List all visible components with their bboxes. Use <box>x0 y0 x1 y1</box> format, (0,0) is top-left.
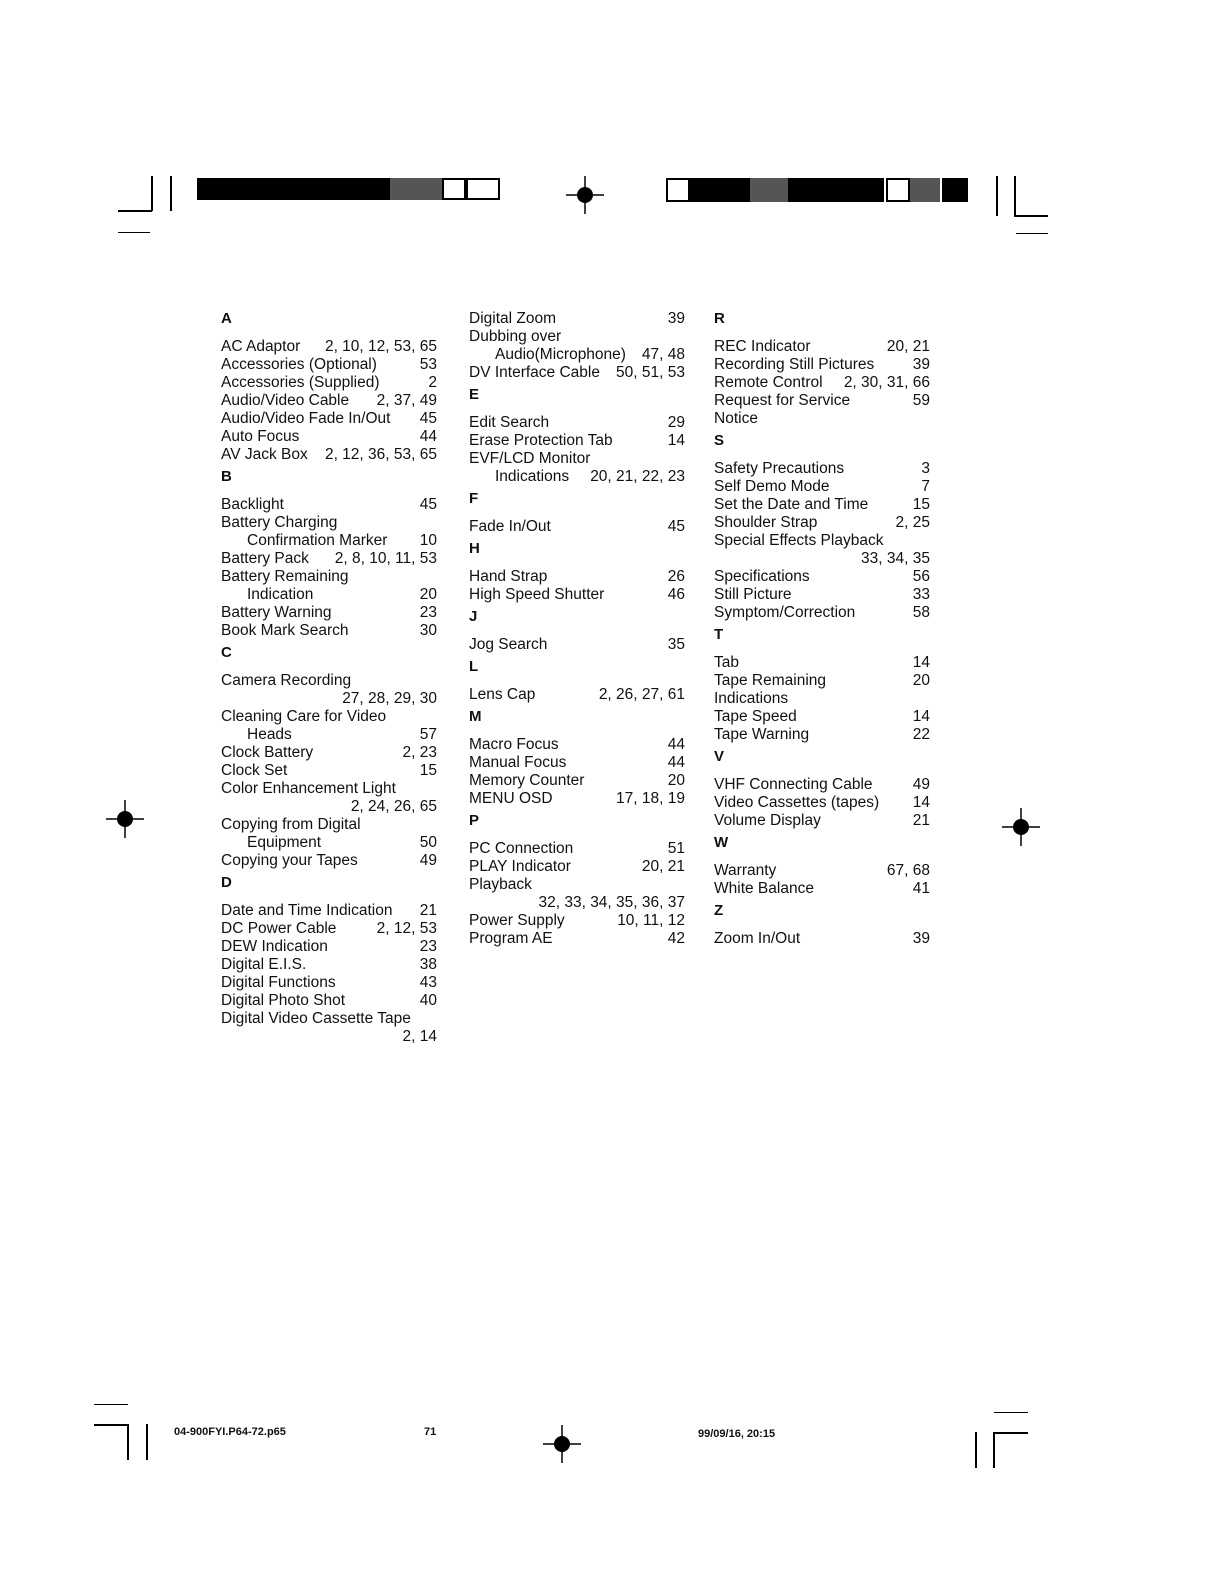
index-entry <box>708 514 930 532</box>
entry-pages: 39 <box>912 356 930 373</box>
entry-term: Backlight <box>221 496 284 513</box>
entry-pages: 67, 68 <box>886 862 930 879</box>
entry-term: Battery Pack <box>221 550 309 567</box>
entry-term: Digital E.I.S. <box>221 956 307 973</box>
crop-mark <box>151 176 153 211</box>
index-section <box>463 708 685 808</box>
index-entry <box>708 672 930 708</box>
entry-pages: 2, 25 <box>895 514 930 531</box>
crop-mark <box>1014 176 1016 216</box>
entry-term: Clock Battery <box>221 744 314 761</box>
index-entry <box>215 586 437 604</box>
entry-term: Clock Set <box>221 762 288 779</box>
index-entry <box>215 834 437 852</box>
entry-term: Tape Remaining Indications <box>714 672 827 707</box>
entry-term: Audio/Video Cable <box>221 392 350 409</box>
section-letter: B <box>221 468 232 485</box>
index-entry <box>215 496 437 514</box>
index-entry <box>708 776 930 794</box>
entry-pages: 23 <box>419 938 437 955</box>
entry-pages: 23 <box>419 604 437 621</box>
crop-mark <box>994 1432 1028 1434</box>
entry-pages: 2, 37, 49 <box>376 392 437 409</box>
section-letter: J <box>469 608 478 625</box>
index-entry <box>463 468 685 486</box>
index-entry <box>463 686 685 704</box>
entry-term: Shoulder Strap <box>714 514 818 531</box>
entry-pages: 38 <box>419 956 437 973</box>
entry-term: Copying your Tapes <box>221 852 358 869</box>
entry-pages: 56 <box>912 568 930 585</box>
entry-term: Tab <box>714 654 739 671</box>
footer-timestamp: 99/09/16, 20:15 <box>698 1428 776 1440</box>
index-entry <box>708 812 930 830</box>
index-entry <box>708 356 930 374</box>
index-entry <box>463 840 685 858</box>
index-section <box>708 902 930 948</box>
entry-term: PLAY Indicator <box>469 858 571 875</box>
index-entry <box>463 636 685 654</box>
index-entry <box>708 604 930 622</box>
index-entry <box>463 346 685 364</box>
index-entry <box>215 622 437 640</box>
entry-pages: 2 <box>428 374 437 391</box>
entry-term: Power Supply <box>469 912 565 929</box>
entry-term: Symptom/Correction <box>714 604 856 621</box>
index-entry <box>463 912 685 930</box>
index-section <box>215 874 437 1046</box>
entry-pages: 41 <box>912 880 930 897</box>
entry-term: Hand Strap <box>469 568 548 585</box>
entry-pages: 20 <box>667 772 685 789</box>
index-entry <box>215 902 437 920</box>
index-entry <box>463 736 685 754</box>
entry-term: AV Jack Box <box>221 446 308 463</box>
entry-term: Audio/Video Fade In/Out <box>221 410 391 427</box>
entry-term: REC Indicator <box>714 338 811 355</box>
index-entry <box>708 930 930 948</box>
index-entry <box>463 432 685 450</box>
entry-term: Tape Warning <box>714 726 810 743</box>
index-entry <box>463 364 685 382</box>
entry-pages: 29 <box>667 414 685 431</box>
index-section <box>215 468 437 640</box>
entry-term: PC Connection <box>469 840 574 857</box>
entry-pages: 46 <box>667 586 685 603</box>
crop-mark <box>1016 233 1048 234</box>
section-letter: M <box>469 708 482 725</box>
entry-term: Date and Time Indication <box>221 902 393 919</box>
section-letter: W <box>714 834 729 851</box>
index-entry <box>708 392 930 428</box>
crop-mark <box>1014 215 1048 217</box>
entry-pages: 21 <box>912 812 930 829</box>
entry-term: Set the Date and Time <box>714 496 869 513</box>
index-entry <box>708 726 930 744</box>
entry-pages: 14 <box>912 708 930 725</box>
entry-term: Self Demo Mode <box>714 478 830 495</box>
entry-term: Warranty <box>714 862 777 879</box>
index-entry <box>463 518 685 536</box>
entry-term: Memory Counter <box>469 772 585 789</box>
entry-pages: 50, 51, 53 <box>616 364 685 381</box>
entry-pages: 2, 8, 10, 11, 53 <box>334 550 437 567</box>
index-entry <box>463 790 685 808</box>
index-column <box>463 310 685 952</box>
section-letter: C <box>221 644 232 661</box>
index-entry <box>215 992 437 1010</box>
index-entry <box>215 428 437 446</box>
index-entry <box>708 568 930 586</box>
index-entry <box>463 568 685 586</box>
section-letter: F <box>469 490 479 507</box>
entry-pages: 30 <box>419 622 437 639</box>
entry-term: Color Enhancement Light <box>221 780 396 797</box>
index-entry <box>708 862 930 880</box>
index-section <box>463 490 685 536</box>
entry-term: Dubbing over <box>469 328 562 345</box>
index-entry <box>215 974 437 992</box>
index-entry <box>708 338 930 356</box>
entry-pages: 20, 21 <box>641 858 685 875</box>
entry-term: Indication <box>247 586 314 603</box>
entry-pages: 44 <box>419 428 437 445</box>
index-entry <box>215 392 437 410</box>
index-entry <box>215 726 437 744</box>
entry-term: Indications <box>495 468 570 485</box>
entry-pages: 22 <box>912 726 930 743</box>
entry-pages: 47, 48 <box>641 346 685 363</box>
index-entry <box>215 744 437 762</box>
index-entry <box>463 328 685 346</box>
entry-pages: 2, 23 <box>402 744 437 761</box>
index-entry <box>215 338 437 356</box>
section-letter: T <box>714 626 724 643</box>
index-entry <box>708 532 930 568</box>
entry-term: Manual Focus <box>469 754 567 771</box>
entry-term: Battery Warning <box>221 604 332 621</box>
index-entry <box>215 410 437 428</box>
entry-term: Cleaning Care for Video <box>221 708 387 725</box>
entry-pages: 59 <box>912 392 930 409</box>
entry-term: Digital Video Cassette Tape <box>221 1010 411 1027</box>
entry-pages: 7 <box>921 478 930 495</box>
entry-pages: 2, 24, 26, 65 <box>350 798 437 815</box>
entry-term: Tape Speed <box>714 708 797 725</box>
entry-pages: 15 <box>912 496 930 513</box>
crop-mark <box>94 1424 128 1426</box>
entry-term: DV Interface Cable <box>469 364 600 381</box>
entry-term: Battery Remaining <box>221 568 349 585</box>
entry-term: Still Picture <box>714 586 792 603</box>
color-bar <box>942 178 968 202</box>
entry-term: Copying from Digital <box>221 816 361 833</box>
entry-pages: 32, 33, 34, 35, 36, 37 <box>538 894 685 911</box>
entry-pages: 2, 10, 12, 53, 65 <box>324 338 437 355</box>
entry-term: Book Mark Search <box>221 622 349 639</box>
crop-mark <box>170 176 172 211</box>
entry-pages: 2, 14 <box>402 1028 437 1045</box>
index-section <box>215 310 437 464</box>
index-entry <box>215 708 437 726</box>
index-entry <box>215 374 437 392</box>
index-section <box>463 540 685 604</box>
entry-pages: 49 <box>419 852 437 869</box>
index-section <box>463 608 685 654</box>
index-entry <box>708 880 930 898</box>
entry-term: Playback <box>469 876 532 893</box>
index-section <box>708 310 930 428</box>
entry-term: Battery Charging <box>221 514 338 531</box>
index-entry <box>463 858 685 876</box>
color-bar <box>666 178 690 202</box>
entry-term: EVF/LCD Monitor <box>469 450 591 467</box>
entry-pages: 33, 34, 35 <box>861 550 930 567</box>
index-entry <box>215 762 437 780</box>
index-entry <box>215 446 437 464</box>
index-entry <box>463 772 685 790</box>
index-entry <box>215 938 437 956</box>
entry-pages: 44 <box>667 754 685 771</box>
entry-pages: 14 <box>667 432 685 449</box>
entry-term: White Balance <box>714 880 814 897</box>
index-entry <box>463 930 685 948</box>
index-entry <box>463 586 685 604</box>
index-entry <box>463 414 685 432</box>
index-entry <box>215 816 437 834</box>
section-letter: L <box>469 658 479 675</box>
entry-term: Specifications <box>714 568 810 585</box>
entry-term: Video Cassettes (tapes) <box>714 794 880 811</box>
entry-term: Lens Cap <box>469 686 536 703</box>
index-section <box>215 644 437 870</box>
index-entry <box>463 876 685 912</box>
index-column <box>708 310 930 952</box>
index-section <box>708 834 930 898</box>
entry-pages: 50 <box>419 834 437 851</box>
index-entry <box>215 1010 437 1046</box>
index-entry <box>215 604 437 622</box>
entry-pages: 42 <box>667 930 685 947</box>
index-column <box>215 310 437 1050</box>
entry-pages: 14 <box>912 654 930 671</box>
index-section <box>708 432 930 622</box>
entry-term: Jog Search <box>469 636 548 653</box>
color-bar <box>886 178 910 202</box>
crop-mark <box>975 1432 977 1468</box>
entry-pages: 20 <box>912 672 930 689</box>
entry-pages: 20 <box>419 586 437 603</box>
crop-mark <box>118 232 150 233</box>
entry-pages: 27, 28, 29, 30 <box>342 690 437 707</box>
color-bar <box>197 178 390 200</box>
color-bar <box>390 178 442 200</box>
color-bar <box>690 178 750 202</box>
entry-term: Digital Zoom <box>469 310 556 327</box>
entry-pages: 33 <box>912 586 930 603</box>
entry-term: Edit Search <box>469 414 550 431</box>
index-entry <box>215 852 437 870</box>
index-entry <box>463 310 685 328</box>
registration-mark-icon <box>566 176 604 214</box>
entry-term: Zoom In/Out <box>714 930 801 947</box>
index-entry <box>215 920 437 938</box>
crop-mark <box>996 176 998 216</box>
index-entry <box>215 550 437 568</box>
entry-term: Request for Service Notice <box>714 392 851 427</box>
entry-pages: 43 <box>419 974 437 991</box>
index-section <box>463 310 685 382</box>
color-bar <box>788 178 884 202</box>
entry-pages: 20, 21 <box>886 338 930 355</box>
entry-pages: 2, 30, 31, 66 <box>843 374 930 391</box>
color-bar <box>910 178 940 202</box>
entry-term: Remote Control <box>714 374 823 391</box>
entry-term: AC Adaptor <box>221 338 301 355</box>
index-section <box>463 658 685 704</box>
index-entry <box>708 654 930 672</box>
crop-mark <box>118 210 152 212</box>
section-letter: A <box>221 310 232 327</box>
entry-pages: 39 <box>667 310 685 327</box>
index-entry <box>215 672 437 708</box>
entry-pages: 15 <box>419 762 437 779</box>
entry-pages: 53 <box>419 356 437 373</box>
crop-mark <box>94 1404 128 1405</box>
index-entry <box>215 532 437 550</box>
entry-pages: 35 <box>667 636 685 653</box>
entry-pages: 2, 12, 53 <box>376 920 437 937</box>
index-entry <box>708 794 930 812</box>
entry-pages: 45 <box>419 496 437 513</box>
section-letter: P <box>469 812 480 829</box>
index-section <box>463 386 685 486</box>
entry-pages: 49 <box>912 776 930 793</box>
entry-term: MENU OSD <box>469 790 553 807</box>
crop-mark <box>127 1424 129 1460</box>
index-entry <box>463 754 685 772</box>
index-entry <box>708 586 930 604</box>
entry-term: VHF Connecting Cable <box>714 776 873 793</box>
index-section <box>708 748 930 830</box>
entry-term: DEW Indication <box>221 938 328 955</box>
entry-term: DC Power Cable <box>221 920 337 937</box>
index-section <box>708 626 930 744</box>
entry-term: Recording Still Pictures <box>714 356 875 373</box>
footer-filename: 04-900FYI.P64-72.p65 <box>174 1426 286 1438</box>
entry-term: Fade In/Out <box>469 518 551 535</box>
entry-pages: 2, 26, 27, 61 <box>598 686 685 703</box>
index-entry <box>215 514 437 532</box>
section-letter: D <box>221 874 232 891</box>
entry-pages: 17, 18, 19 <box>616 790 685 807</box>
footer-page-number: 71 <box>424 1426 437 1438</box>
entry-term: Confirmation Marker <box>247 532 388 549</box>
section-letter: H <box>469 540 480 557</box>
registration-mark-icon <box>1002 808 1040 846</box>
entry-term: High Speed Shutter <box>469 586 605 603</box>
entry-pages: 20, 21, 22, 23 <box>590 468 685 485</box>
entry-term: Macro Focus <box>469 736 559 753</box>
entry-pages: 39 <box>912 930 930 947</box>
crop-mark <box>146 1424 148 1460</box>
entry-term: Accessories (Optional) <box>221 356 377 373</box>
entry-term: Audio(Microphone) <box>495 346 626 363</box>
index-entry <box>708 708 930 726</box>
entry-term: Auto Focus <box>221 428 300 445</box>
index-entry <box>215 356 437 374</box>
index-entry <box>463 450 685 468</box>
entry-pages: 26 <box>667 568 685 585</box>
index-entry <box>708 496 930 514</box>
entry-pages: 10 <box>419 532 437 549</box>
entry-term: Digital Functions <box>221 974 336 991</box>
entry-pages: 45 <box>419 410 437 427</box>
entry-pages: 21 <box>419 902 437 919</box>
section-letter: E <box>469 386 480 403</box>
entry-pages: 14 <box>912 794 930 811</box>
entry-term: Special Effects Playback <box>714 532 884 549</box>
entry-term: Accessories (Supplied) <box>221 374 380 391</box>
entry-pages: 51 <box>667 840 685 857</box>
registration-mark-icon <box>106 800 144 838</box>
index-entry <box>215 956 437 974</box>
entry-term: Camera Recording <box>221 672 352 689</box>
entry-pages: 57 <box>419 726 437 743</box>
index-entry <box>708 374 930 392</box>
entry-pages: 10, 11, 12 <box>617 912 685 929</box>
entry-term: Erase Protection Tab <box>469 432 613 449</box>
entry-pages: 58 <box>912 604 930 621</box>
section-letter: V <box>714 748 725 765</box>
entry-pages: 40 <box>419 992 437 1009</box>
index-entry <box>708 460 930 478</box>
section-letter: Z <box>714 902 724 919</box>
entry-term: Program AE <box>469 930 553 947</box>
index-entry <box>215 568 437 586</box>
entry-pages: 2, 12, 36, 53, 65 <box>324 446 437 463</box>
color-bar <box>750 178 788 202</box>
index-section <box>463 812 685 948</box>
entry-pages: 44 <box>667 736 685 753</box>
color-bar <box>442 178 466 200</box>
section-letter: R <box>714 310 725 327</box>
index-entry <box>708 478 930 496</box>
color-bar <box>466 178 500 200</box>
entry-term: Volume Display <box>714 812 821 829</box>
registration-mark-icon <box>543 1425 581 1463</box>
crop-mark <box>994 1412 1028 1413</box>
entry-pages: 45 <box>667 518 685 535</box>
entry-term: Heads <box>247 726 292 743</box>
section-letter: S <box>714 432 725 449</box>
entry-term: Equipment <box>247 834 322 851</box>
entry-term: Digital Photo Shot <box>221 992 346 1009</box>
entry-pages: 3 <box>921 460 930 477</box>
crop-mark <box>993 1432 995 1468</box>
index-entry <box>215 780 437 816</box>
entry-term: Safety Precautions <box>714 460 845 477</box>
